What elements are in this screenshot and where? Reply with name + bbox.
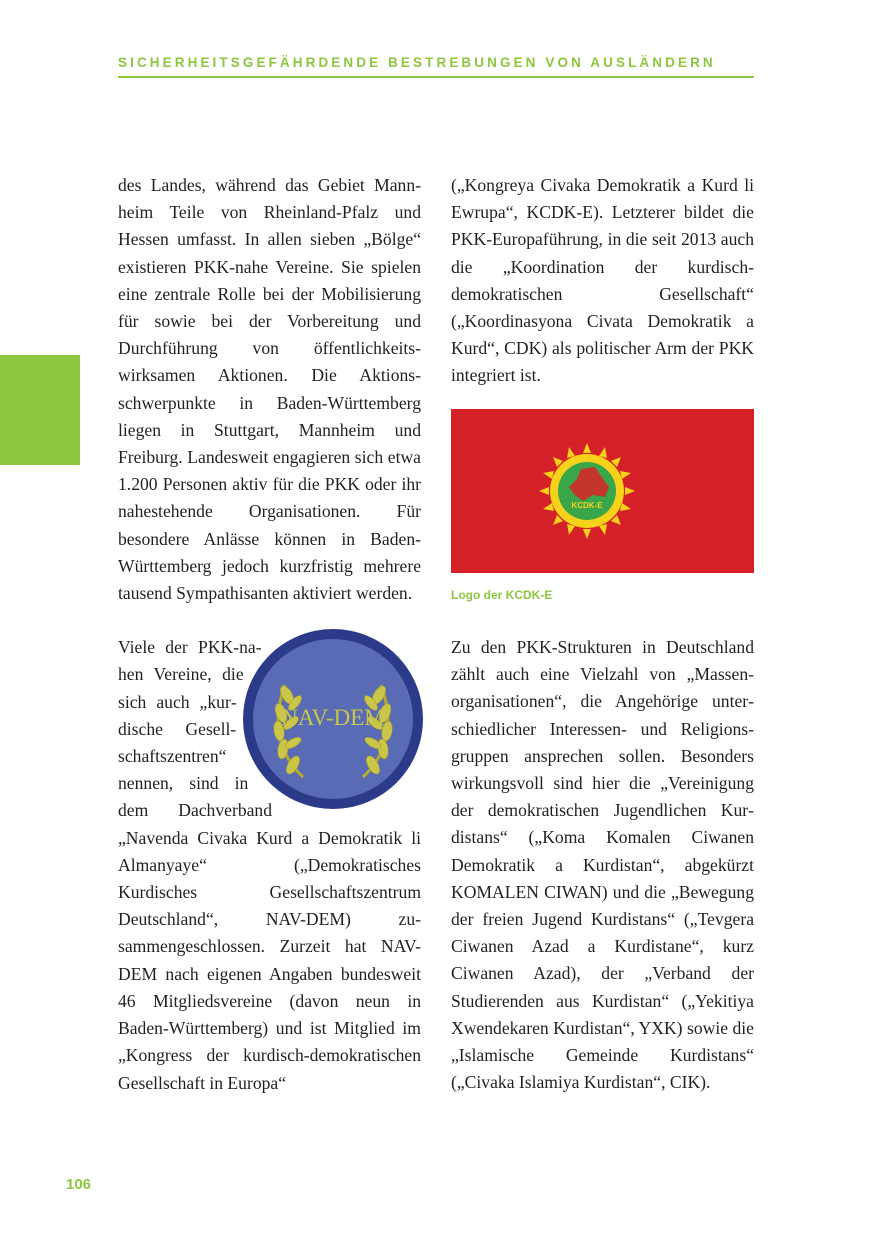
left-paragraph-2-text: Viele der PKK-nahen Vereine, die sich auch „kurdische Gesellschaftszentren“ nennen, sind in dem Dachverband „Navenda Civaka Kurd a Demokratik li Almanyaye“ („Demokratisches Kurdisches Gesellschaftszentrum Deutschland“, NAV-DEM) zusammengeschlossen. Zurzeit hat NAV-DEM nach eigenen Angaben bundesweit 46 Mitgliedsvereine (davon neun in Baden-Württemberg) und ist Mitglied im „Kongress der kurdisch-demokratischen Gesellschaft in Europa“ [118, 637, 421, 1093]
right-text-column [451, 172, 754, 390]
right-text-column-lower [451, 634, 754, 1096]
navdem-logo [241, 627, 425, 811]
navdem-logo-label: NAV-DEM [281, 705, 385, 731]
chapter-side-tab [0, 355, 80, 465]
kcdk-e-flag-logo [451, 409, 754, 573]
header-rule [118, 76, 754, 78]
page-number: 106 [66, 1176, 92, 1193]
left-paragraph-1: des Landes, während das Gebiet Mannheim Teile von Rheinland-Pfalz und Hessen umfasst. In allen sieben „Bölge“ existieren PKK-nahe Vereine. Sie spielen eine zentrale Rolle bei der Mobilisierung für sowie bei der Vorbereitung und Durchführung von öffentlichkeitswirksamen Aktionen. Die Aktionsschwerpunkte in Baden-Württemberg liegen in Stuttgart, Mannheim und Freiburg. Landesweit engagieren sich etwa 1.200 Personen aktiv für die PKK oder ihr nahestehende Organisationen. Für besondere Anlässe können in Baden-Württemberg jedoch kurzfristig mehrere tausend Sympathisanten aktiviert werden. [118, 175, 421, 604]
running-header-title: SICHERHEITSGEFÄHRDENDE BESTREBUNGEN VON AUSLÄNDERN [118, 55, 716, 70]
kcdk-caption: Logo der KCDK-E [451, 588, 553, 602]
left-paragraph-2 [118, 634, 421, 1096]
right-paragraph-2: Zu den PKK-Strukturen in Deutschland zählt auch eine Vielzahl von „Massenorganisationen“, die Angehörige unterschiedlicher Interessen- und Religionsgruppen ansprechen sollen. Besonders wirkungsvoll sind hier die „Vereinigung der demokratischen Jugendlichen Kurdistans“ („Koma Komalen Ciwanen Demokratik a Kurdistan“, abgekürzt KOMALEN CIWAN) und die „Bewegung der freien Jugend Kurdistans“ („Tevgera Ciwanen Azad a Kurdistane“, kurz Ciwanen Azad), der „Verband der Studierenden aus Kurdistan“ („Yekitiya Xwendekaren Kurdistan“, YXK) sowie die „Islamische Gemeinde Kurdistans“ („Civaka Islamiya Kurdistan“, CIK). [451, 637, 754, 1093]
right-paragraph-1: („Kongreya Civaka Demokratik a Kurd li Ewrupa“, KCDK-E). Letzterer bildet die PKK-Europaführung, in die seit 2013 auch die „Koordination der kurdisch-demokratischen Gesellschaft“ („Koordinasyona Civata Demokratik a Kurd“, CDK) als politischer Arm der PKK integriert ist. [451, 175, 754, 386]
kcdk-logo-label: KCDK-E [571, 501, 603, 510]
left-text-column [118, 172, 421, 1097]
